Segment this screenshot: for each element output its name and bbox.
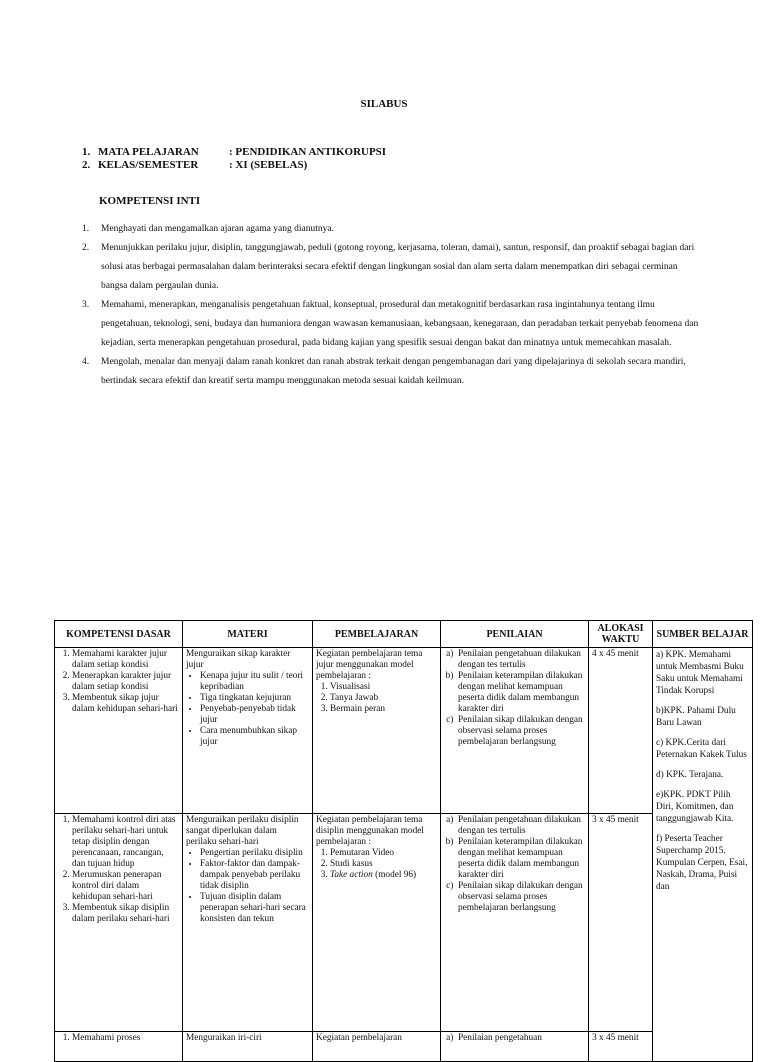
pembelajaran-item-italic: Take action bbox=[330, 870, 373, 880]
ki-text: Menunjukkan perilaku jujur, disiplin, tanggungjawab, peduli (gotong royong, kerjasama, toleran, damai), santun, responsif, dan proaktif sebagai bagian dari solusi atas berbagai permasalahan dalam berinteraksi secara efektif dengan lingkungan sosial dan alam serta dalam menempatkan diri sebagai cerminan bangsa dalam pergaulan dunia. bbox=[101, 243, 695, 291]
penilaian-item: c. Penilaian sikap dilakukan dengan observasi selama proses pembelajaran berlangsung bbox=[458, 715, 585, 748]
info-value: : PENDIDIKAN ANTIKORUPSI bbox=[229, 146, 387, 158]
kd-item: 2. Menerapkan karakter jujur dalam setiap kondisi bbox=[72, 671, 179, 693]
sumber-item: c) KPK.Cerita dari Peternakan Kakek Tulus bbox=[656, 738, 747, 760]
penilaian-list bbox=[444, 649, 585, 748]
penilaian-list bbox=[444, 1033, 585, 1044]
materi-intro: Menguraikan perilaku disiplin sangat diperlukan dalam perilaku sehari-hari bbox=[186, 815, 299, 847]
penilaian-item: a. Penilaian pengetahuan bbox=[458, 1033, 585, 1044]
header-sumber-belajar: SUMBER BELAJAR bbox=[653, 621, 753, 648]
materi-cell bbox=[183, 1032, 313, 1062]
table-row bbox=[55, 1032, 753, 1062]
materi-bullets bbox=[186, 671, 309, 748]
materi-bullet: • Penyebab-penyebab tidak jujur bbox=[200, 704, 309, 726]
pembelajaran-item: 1. Pemutaran Video bbox=[330, 848, 437, 859]
header-kompetensi-dasar: KOMPETENSI DASAR bbox=[55, 621, 183, 648]
course-info bbox=[82, 146, 386, 172]
kd-cell bbox=[55, 814, 183, 1032]
header-materi: MATERI bbox=[183, 621, 313, 648]
penilaian-item: b. Penilaian keterampilan dilakukan dengan melihat kemampuan peserta didik dalam membangun karakter diri bbox=[458, 837, 585, 881]
sumber-item: d) KPK. Terajana. bbox=[656, 770, 724, 780]
ki-heading: KOMPETENSI INTI bbox=[99, 195, 201, 207]
pembelajaran-item: 2. Tanya Jawab bbox=[330, 693, 437, 704]
pembelajaran-intro: Kegiatan pembelajaran tema disiplin menggunakan model pembelajaran : bbox=[316, 815, 424, 847]
materi-bullets bbox=[186, 848, 309, 925]
header-alokasi-waktu: ALOKASI WAKTU bbox=[589, 621, 653, 648]
penilaian-list bbox=[444, 815, 585, 914]
pembelajaran-list bbox=[316, 682, 437, 715]
table-header-row bbox=[55, 621, 753, 648]
penilaian-item: a. Penilaian pengetahuan dilakukan dengan tes tertulis bbox=[458, 815, 585, 837]
kd-item: 2. Merumuskan penerapan kontrol diri dalam kehidupan sehari-hari bbox=[72, 870, 179, 903]
penilaian-item: c. Penilaian sikap dilakukan dengan observasi selama proses pembelajaran berlangsung bbox=[458, 881, 585, 914]
pembelajaran-item: 3. Bermain peran bbox=[330, 704, 437, 715]
penilaian-cell bbox=[441, 648, 589, 814]
ki-item bbox=[82, 220, 702, 239]
ki-item bbox=[82, 239, 702, 296]
penilaian-item: b. Penilaian keterampilan dilakukan dengan melihat kemampuan peserta didik dalam membangun karakter diri bbox=[458, 671, 585, 715]
ki-number: 1. bbox=[82, 224, 90, 234]
info-value: : XI (SEBELAS) bbox=[229, 159, 308, 171]
pembelajaran-list bbox=[316, 848, 437, 881]
info-number: 1. bbox=[82, 146, 91, 158]
pembelajaran-cell bbox=[313, 1032, 441, 1062]
penilaian-cell bbox=[441, 814, 589, 1032]
kd-item: 3. Membentuk sikap jujur dalam kehidupan sehari-hari bbox=[72, 693, 179, 715]
kd-list bbox=[58, 649, 179, 715]
kd-list bbox=[58, 1033, 179, 1044]
materi-bullet: • Faktor-faktor dan dampak-dampak penyebab perilaku tidak disiplin bbox=[200, 859, 309, 892]
ki-text: Mengolah, menalar dan menyaji dalam ranah konkret dan ranah abstrak terkait dengan pengembanagan dari yang dipelajarinya di sekolah secara mandiri, bertindak secara efektif dan kreatif serta mampu menggunakan metoda sesuai kaidah keilmuan. bbox=[101, 357, 686, 386]
ki-text: Memahami, menerapkan, menganalisis pengetahuan faktual, konseptual, prosedural dan metakognitif berdasarkan rasa ingintahunya tentang ilmu pengetahuan, teknologi, seni, budaya dan humaniora dengan wawasan kemanusiaan, kebangsaan, kenegaraan, dan peradaban terkait penyebab fenomena dan kejadian, serta menerapkan pengetahuan prosedural, pada bidang kajian yang spesifik sesuai dengan bakat dan minatnya untuk memecahkan masalah. bbox=[101, 300, 699, 348]
kd-item: 1. Memahami kontrol diri atas perilaku sehari-hari untuk tetap disiplin dengan perencanaan, rancangan, dan tujuan hidup bbox=[72, 815, 179, 870]
alokasi-cell: 3 x 45 menit bbox=[589, 1032, 653, 1062]
pembelajaran-cell bbox=[313, 814, 441, 1032]
ki-item bbox=[82, 296, 702, 353]
penilaian-item: a. Penilaian pengetahuan dilakukan dengan tes tertulis bbox=[458, 649, 585, 671]
info-row-subject bbox=[82, 146, 386, 159]
kd-item: 1. Memahami karakter jujur dalam setiap kondisi bbox=[72, 649, 179, 671]
materi-cell bbox=[183, 648, 313, 814]
kd-item: 3. Membentuk sikap disiplin dalam perilaku sehari-hari bbox=[72, 903, 179, 925]
ki-item bbox=[82, 353, 702, 391]
materi-bullet: • Tiga tingkatan kejujuran bbox=[200, 693, 309, 704]
pembelajaran-item bbox=[330, 870, 437, 881]
sumber-item: b)KPK. Pahami Dulu Baru Lawan bbox=[656, 706, 736, 728]
sumber-belajar-cell bbox=[653, 648, 753, 1062]
materi-bullet: • Kenapa jujur itu sulit / teori kepribadian bbox=[200, 671, 309, 693]
ki-number: 4. bbox=[82, 357, 90, 367]
page-title: SILABUS bbox=[360, 98, 408, 110]
materi-cell bbox=[183, 814, 313, 1032]
materi-bullet: • Tujuan disiplin dalam penerapan sehari-hari secara konsisten dan tekun bbox=[200, 892, 309, 925]
table-row bbox=[55, 648, 753, 814]
pembelajaran-intro: Kegiatan pembelajaran bbox=[316, 1033, 402, 1043]
kd-item: 1. Memahami proses bbox=[72, 1033, 179, 1044]
materi-intro: Menguraikan iri-ciri bbox=[186, 1033, 262, 1043]
ki-text: Menghayati dan mengamalkan ajaran agama yang dianutnya. bbox=[101, 224, 334, 234]
ki-number: 3. bbox=[82, 300, 90, 310]
penilaian-cell bbox=[441, 1032, 589, 1062]
kd-list bbox=[58, 815, 179, 925]
sumber-item: f) Peserta Teacher Superchamp 2015. Kumpulan Cerpen, Esai, Naskah, Drama, Puisi dan bbox=[656, 834, 748, 892]
ki-number: 2. bbox=[82, 243, 90, 253]
info-label: MATA PELAJARAN bbox=[98, 146, 199, 158]
table-row bbox=[55, 814, 753, 1032]
info-row-class bbox=[82, 159, 386, 172]
pembelajaran-item-rest: (model 96) bbox=[372, 870, 417, 880]
header-penilaian: PENILAIAN bbox=[441, 621, 589, 648]
alokasi-cell: 4 x 45 menit bbox=[589, 648, 653, 814]
pembelajaran-item: 2. Studi kasus bbox=[330, 859, 437, 870]
info-label: KELAS/SEMESTER bbox=[98, 159, 199, 171]
pembelajaran-cell bbox=[313, 648, 441, 814]
sumber-item: e)KPK. PDKT Pilih Diri, Komitmen, dan tanggungjawab Kita. bbox=[656, 790, 734, 824]
kd-cell bbox=[55, 1032, 183, 1062]
sumber-item: a) KPK. Memahami untuk Membasmi Buku Saku untuk Memahami Tindak Korupsi bbox=[656, 650, 744, 696]
materi-bullet: • Pengertian perilaku disiplin bbox=[200, 848, 309, 859]
pembelajaran-item: 1. Visualisasi bbox=[330, 682, 437, 693]
header-pembelajaran: PEMBELAJARAN bbox=[313, 621, 441, 648]
info-number: 2. bbox=[82, 159, 91, 171]
materi-bullet: • Cara menumbuhkan sikap jujur bbox=[200, 726, 309, 748]
alokasi-cell: 3 x 45 menit bbox=[589, 814, 653, 1032]
ki-list bbox=[82, 220, 702, 391]
syllabus-table bbox=[54, 620, 753, 1062]
kd-cell bbox=[55, 648, 183, 814]
materi-intro: Menguraikan sikap karakter jujur bbox=[186, 649, 291, 670]
pembelajaran-intro: Kegiatan pembelajaran tema jujur menggunakan model pembelajaran : bbox=[316, 649, 423, 681]
